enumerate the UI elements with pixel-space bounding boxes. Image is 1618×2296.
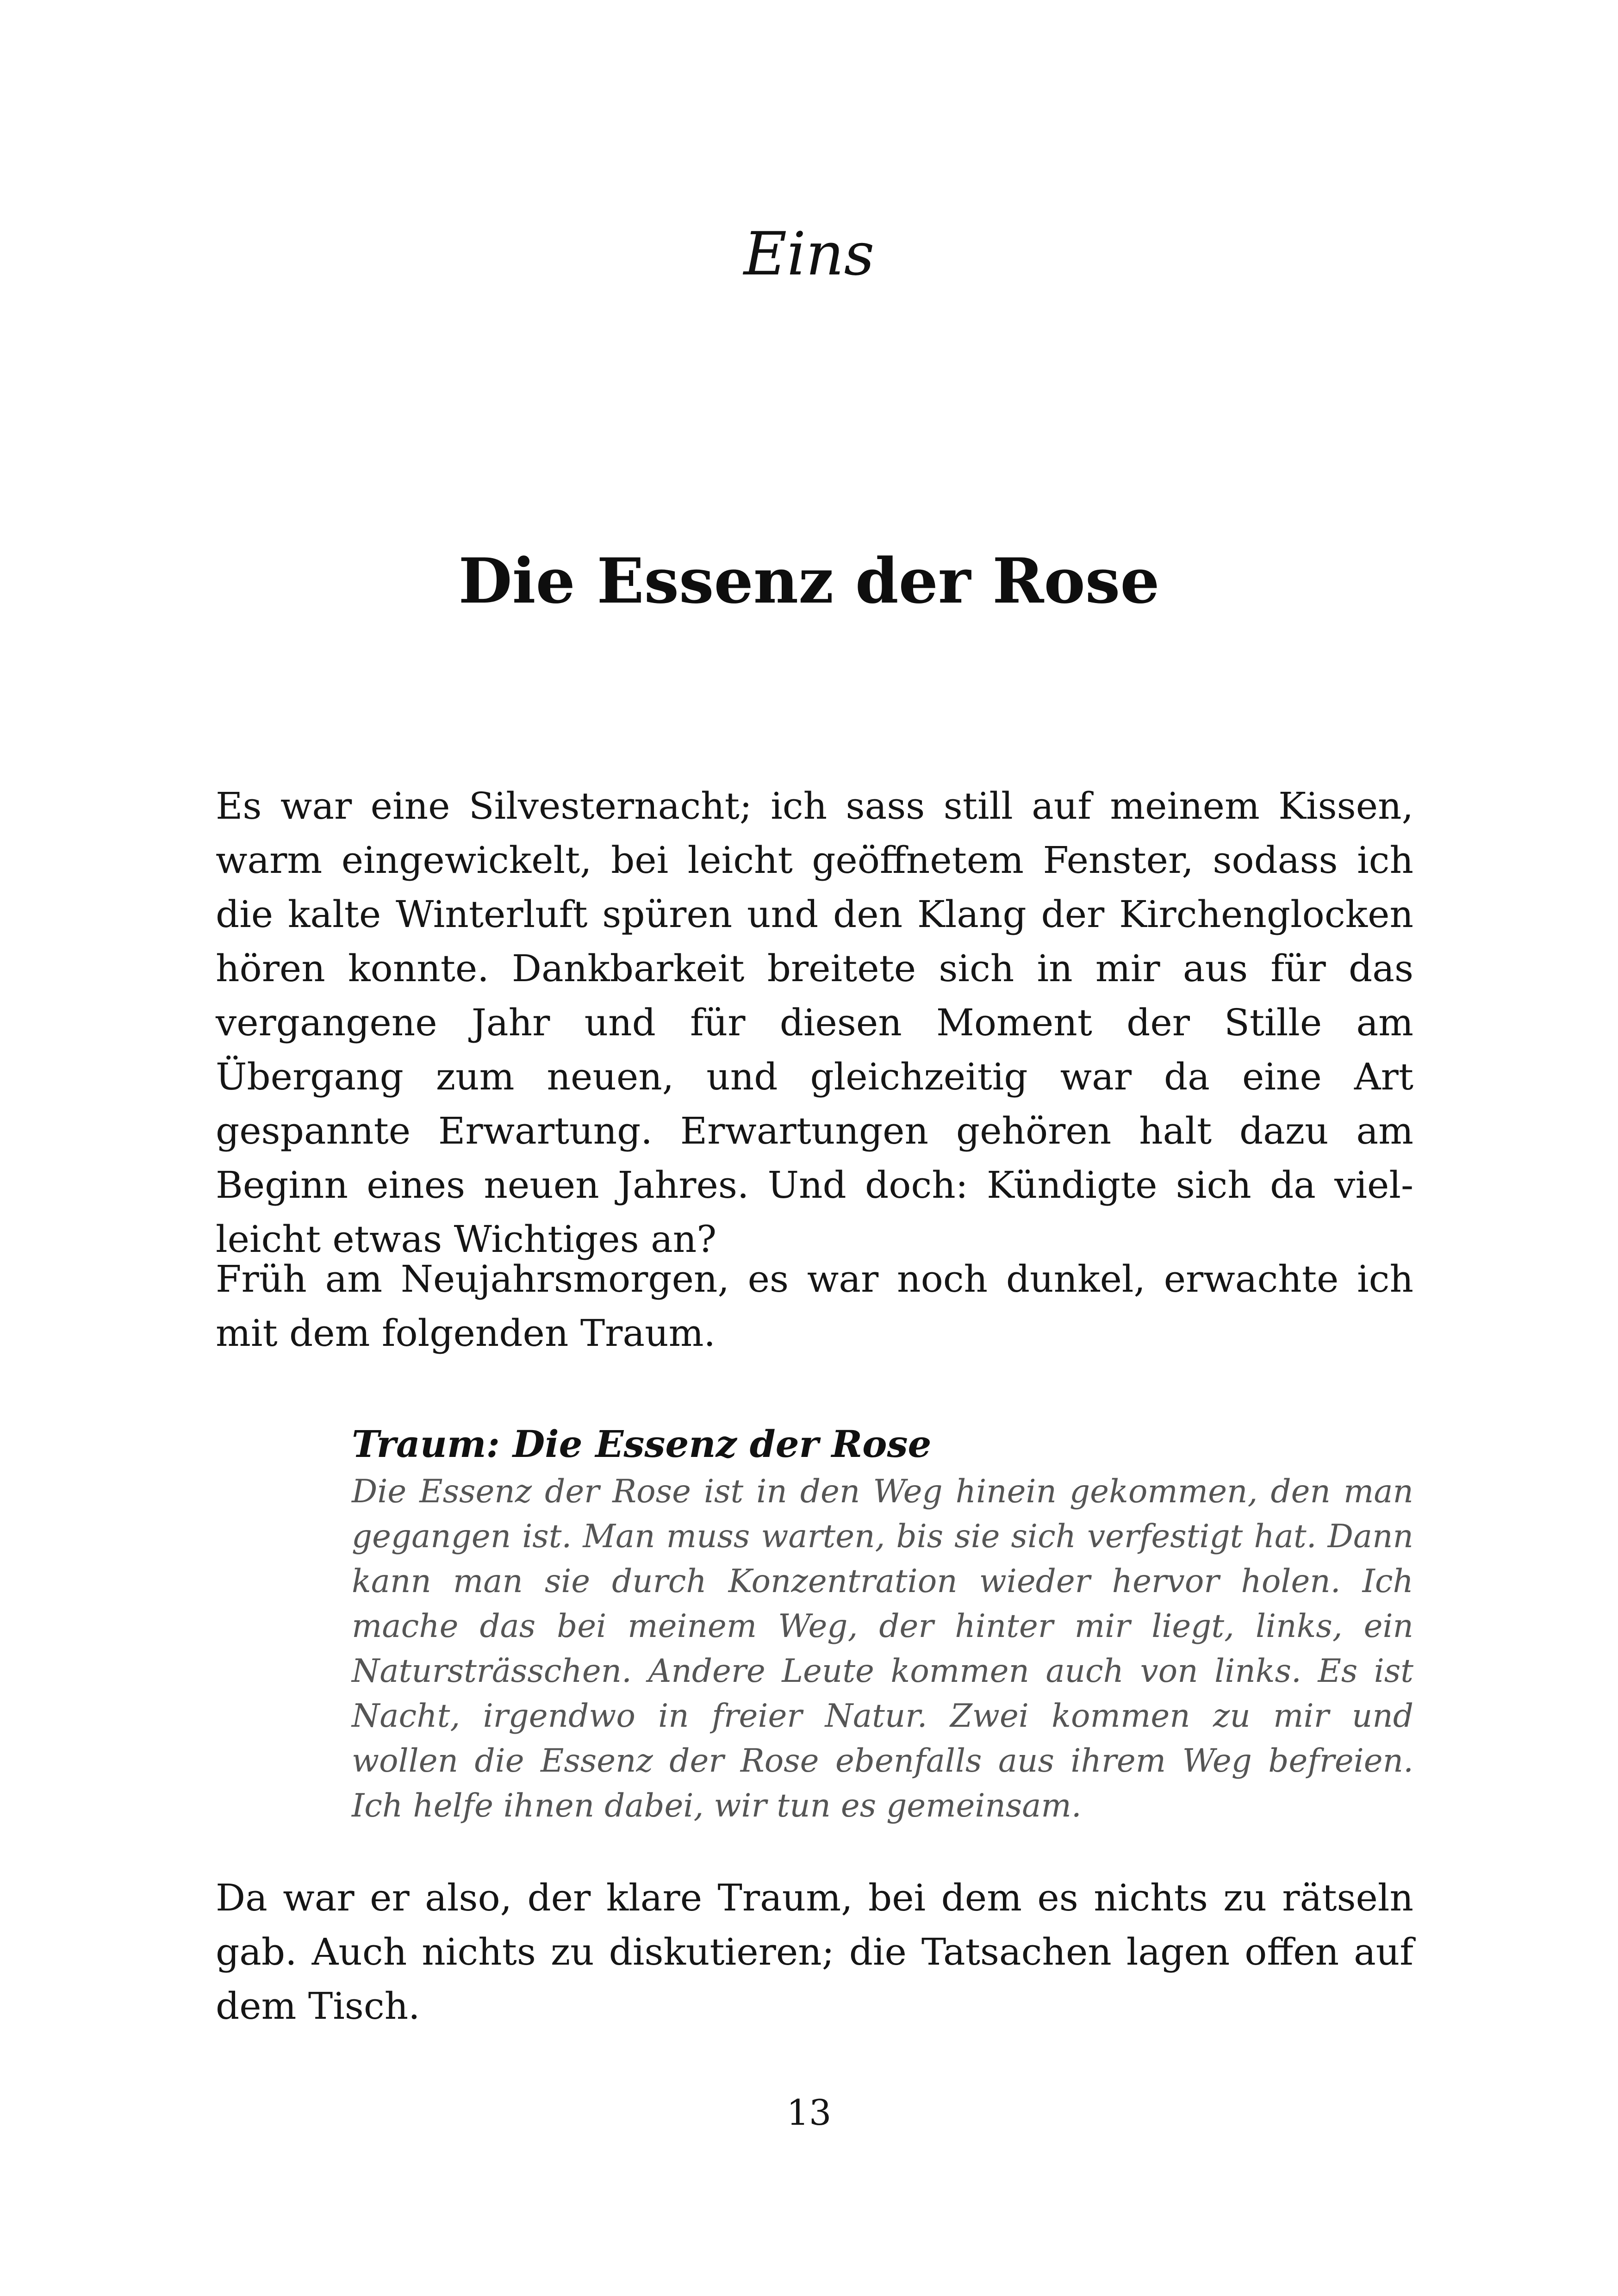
dream-text: Die Essenz der Rose ist in den Weg hinein gekommen, den man gegangen ist. Man muss warten, bis sie sich verfestigt hat. Dann kann man sie durch Konzentration wieder hervor holen. Ich mache das bei meinem Weg, der hinter mir liegt, links, ein Natursträsschen. Andere Leute kommen auch von links. Es ist Nacht, irgendwo in freier Natur. Zwei kommen zu mir und wollen die Essenz der Rose ebenfalls aus ihrem Weg befreien. Ich helfe ihnen dabei, wir tun es gemeinsam. — [352, 1473, 1413, 1824]
dream-heading: Traum: Die Essenz der Rose — [352, 1422, 932, 1466]
paragraph-klarer-traum: Da war er also, der klare Traum, bei dem es nichts zu rätseln gab. Auch nichts zu diskutieren; die Tatsachen lagen offen auf dem Tisch. — [216, 1876, 1413, 2028]
chapter-title: Die Essenz der Rose — [458, 544, 1160, 617]
paragraph-silvester: Es war eine Silvesternacht; ich sass still auf meinem Kissen, warm eingewickelt, bei leicht geöffnetem Fenster, sodass ich die kalte Winterluft spüren und den Klang der Kirchenglocken hören konnte. Dankbarkeit breitete sich in mir aus für das vergangene Jahr und für diesen Moment der Stille am Übergang zum neuen, und gleichzeitig war da eine Art gespannte Erwartung. Erwartungen gehören halt dazu am Beginn eines neuen Jahres. Und doch: Kündigte sich da vielleicht etwas Wichtiges an? — [216, 784, 1413, 1261]
paragraph-neujahrsmorgen: Früh am Neujahrsmorgen, es war noch dunkel, erwachte ich mit dem folgenden Traum. — [216, 1257, 1413, 1355]
page-number: 13 — [786, 2092, 832, 2133]
chapter-number: Eins — [743, 220, 875, 289]
dream-block — [352, 1419, 1413, 1829]
